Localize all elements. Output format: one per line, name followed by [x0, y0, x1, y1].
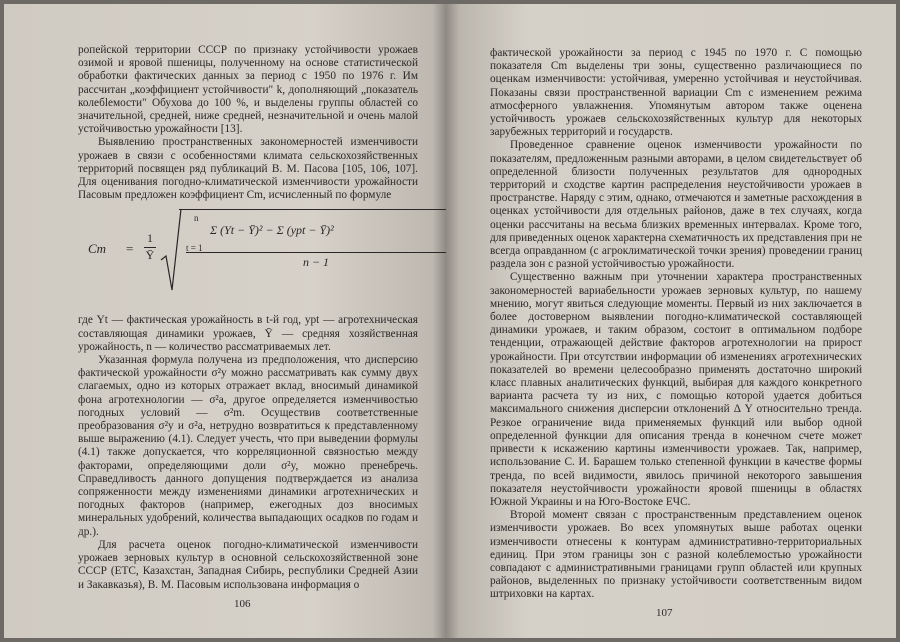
formula-lhs: Cm — [88, 241, 107, 257]
sum-upper-limit: n — [194, 213, 199, 224]
formula-equals: = — [126, 241, 134, 257]
book-spread — [4, 4, 896, 638]
right-text-column — [490, 47, 862, 602]
formula-4-1 — [78, 206, 418, 308]
paragraph: Второй момент связан с пространственным представлением оценок изменчивости урожаев. Во всех упомянутых выше работах оценки изменчивости отнесены к контурам административно-территориальных единиц. При этом границы зон с разной колеблемостью урожайности совпадают с административными границами групп областей или крупных районов, выделенных по признаку устойчивости соответственным видом штриховки на картах. — [490, 509, 862, 601]
left-text-column — [78, 44, 418, 592]
square-root-icon — [160, 208, 182, 292]
paragraph: фактической урожайности за период с 1945 по 1970 г. С помощью показателя Cm выделены три зоны, существенно различающиеся по оценкам изменчивости: устойчивая, умеренно устойчивая и неустойчивая. Показаны связи пространственной вариации Cm с изменением режима атмосферного увлажнения. Упомянутым автором также оценена устойчивость урожаев сельскохозяйственных культур для некоторых зарубежных территорий и государств. — [490, 47, 862, 139]
paragraph: Выявлению пространственных закономерностей изменчивости урожаев в связи с особенностями климата сельскохозяйственных территорий посвящен ряд публикаций В. М. Пасова [105, 106, 107]. Для оценивания погодно-климатической изменчивости урожайности Пасовым предложен коэффициент Cm, исчисленный по формуле — [78, 136, 418, 202]
paragraph: Указанная формула получена из предположения, что дисперсию фактической урожайности σ²y можно рассматривать как сумму двух слагаемых, одно из которых отражает вклад, вносимый динамикой фона агротехнологии — σ²a, другое определяется изменчивостью погодных условий — σ²m. Осуществив соответственные преобразования σ²y и σ²a, нетрудно возвратиться к представленному выше выражению (4.1). Следует учесть, что при выведении формулы (4.1) также допускается, что корреляционной связностью между факторами, определяющими доли σ²y, можно пренебречь. Справедливость данного допущения подтверждается из анализа сопряженности между изменениями динамики агротехнических и погодных факторов (например, ежегодных доз вносимых минеральных удобрений, количества выпадающих осадков по годам и др.). — [78, 354, 418, 538]
left-page — [4, 4, 446, 638]
page-number: 107 — [656, 607, 673, 619]
page-number: 106 — [234, 598, 251, 610]
fraction-denominator: Ȳ — [145, 247, 155, 262]
fraction-numerator: 1 — [147, 231, 153, 246]
paragraph: Существенно важным при уточнении характера пространственных закономерностей вариабельности урожаев зерновых культур, по нашему мнению, могут явиться следующие моменты. Первый из них заключается в более достоверном выявлении погодно-климатической составляющей динамики урожаев, и таким образом, состоит в оптимальном подборе тенденции, отражающей действие факторов агротехнологии на прирост урожайности. При отсутствии информации об изменениях агротехнических показателей во времени целесообразно применять достаточно широкий класс плавных аналитических функций, выбирая для каждого конкретного варианта расчета ту из них, с помощью которой удается добиться максимального снижения дисперсии отклонений Δ Y относительно тренда. Резкое ограничение вида применяемых функций или выбор одной определенной функции для описания тренда в конечном счете может привести к искажению картины изменчивости урожаев. Так, например, использование С. И. Барашем только степенной функции в качестве формы тренда, по всей видимости, явилось причиной некоторого завышения показателя неустойчивости урожайности яровой пшеницы в областях Южной Украины и на Юго-Востоке ЕЧС. — [490, 271, 862, 508]
numerator-expression: Σ (Yt − Ȳ)² − Σ (ypt − Ȳ)² — [210, 223, 334, 238]
formula-denominator: n − 1 — [302, 255, 330, 270]
paragraph: Для расчета оценок погодно-климатической изменчивости урожаев зерновых культур в основной сельскохозяйственной зоне СССР (ЕТС, Казахстан, Западная Сибирь, республики Средней Азии и Закавказья), В. М. Пасовым использована информация о — [78, 538, 418, 591]
sum-lower-limit: t = 1 — [186, 243, 203, 254]
right-page — [446, 4, 896, 638]
paragraph: Проведенное сравнение оценок изменчивости урожайности по показателям, предложенным разными авторами, в целом свидетельствует об определенной близости полученных результатов для однородных территорий и сходстве картин распределения неустойчивости урожаев в пространстве. Наряду с этим, однако, отмечаются и заметные расхождения в оценках устойчивости для отдельных районов, даже в тех случаях, когда оценки рассчитаны на весьма близких временных интервалах. Кроме того, для приведенных оценок характерна схематичность их представления при не всегда оправданном (с агроклиматической точки зрения) проведении границ раздела зон с разной устойчивостью урожайности. — [490, 139, 863, 271]
paragraph: где Yt — фактическая урожайность в t-й год, ypt — агротехническая составляющая динамики урожаев, Ȳ — средняя хозяйственная урожайность, n — количество рассматриваемых лет. — [78, 314, 418, 353]
paragraph: ропейской территории СССР по признаку устойчивости урожаев озимой и яровой пшеницы, полученному на основе статистической обработки фактических данных за период с 1950 по 1976 г. Им рассчитан „коэффициент устойчивости" k, дополняющий „показатель колебleмости" Обухова до 100 %, и выделены группы областей со значительной, средней, ниже средней, незначительной и очень малой устойчивостью урожайности [13]. — [78, 44, 418, 136]
formula-fraction — [144, 232, 156, 261]
